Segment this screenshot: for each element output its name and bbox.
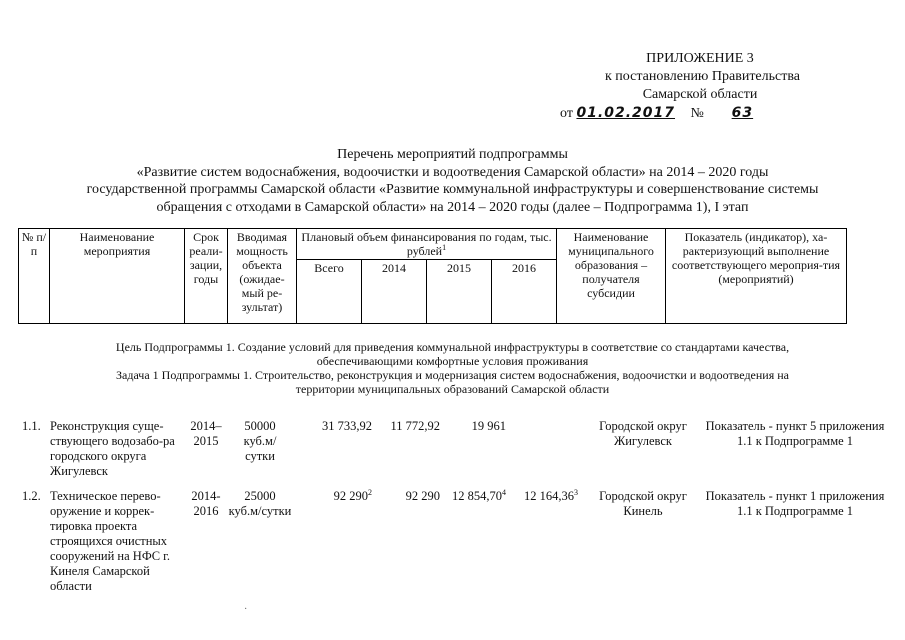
row-total <box>300 489 372 504</box>
row-total: 31 733,92 <box>322 419 372 433</box>
title-line-2: «Развитие систем водоснабжения, водоочистки и водоотведения Самарской области» на 2014 – 2020 годы <box>136 164 769 180</box>
row-total-value: 92 290 <box>333 489 368 503</box>
col-2015: 2015 <box>427 260 492 324</box>
row-term: 2014–2015 <box>190 419 222 448</box>
col-name: Наименование мероприятия <box>50 229 185 324</box>
row-name: Реконструкция суще-ствующего водозабо-ра городского округа Жигулевск <box>50 419 175 478</box>
appendix-region: Самарской области <box>642 87 758 102</box>
row-indicator: Показатель - пункт 5 приложения 1.1 к Подпрограмме 1 <box>705 419 885 448</box>
row-indicator: Показатель - пункт 1 приложения 1.1 к Подпрограмме 1 <box>705 489 885 518</box>
appendix-resolution: к постановлению Правительства <box>604 69 800 84</box>
handwritten-number: 63 <box>731 105 754 121</box>
row-num: 1.2. <box>22 489 41 503</box>
title-line-1: Перечень мероприятий подпрограммы <box>337 147 568 162</box>
footnote-mark: 4 <box>502 487 506 497</box>
footnote-mark: 3 <box>574 487 578 497</box>
row-capacity: 50000 куб.м/ сутки <box>243 419 277 463</box>
financing-footnote: 1 <box>442 243 447 252</box>
row-municipality: Городской округ Жигулевск <box>599 419 687 448</box>
goal-line-2: обеспечивающими комфортные условия проживания <box>316 354 589 368</box>
footnote-mark: 2 <box>368 487 372 497</box>
appendix-block <box>560 50 800 123</box>
col-capacity: Вводимая мощность объекта (ожидае-мый ре-зультат) <box>228 229 297 324</box>
col-municipality: Наименование муниципального образования – получателя субсидии <box>557 229 666 324</box>
task-line-2: территории муниципальных образований Самарской области <box>295 382 610 396</box>
document-title <box>20 146 885 216</box>
col-total: Всего <box>297 260 362 324</box>
financing-label: Плановый объем финансирования по годам, тыс. рублей <box>301 230 552 258</box>
row-municipality: Городской округ Кинель <box>599 489 687 518</box>
col-2016: 2016 <box>492 260 557 324</box>
col-2014: 2014 <box>362 260 427 324</box>
goal-block <box>20 340 885 396</box>
appendix-title: ПРИЛОЖЕНИЕ 3 <box>646 51 754 66</box>
col-term: Срок реали-зации, годы <box>185 229 228 324</box>
title-line-3: государственной программы Самарской области «Развитие коммунальной инфраструктуры и совершенствование системы <box>86 182 819 197</box>
from-label: от <box>560 106 573 121</box>
scan-dot: · <box>244 604 248 615</box>
col-financing <box>297 229 557 260</box>
task-line-1: Задача 1 Подпрограммы 1. Строительство, реконструкция и модернизация систем водоснабжения, водоочистки и водоотведения на <box>116 368 789 382</box>
col-num: № п/п <box>19 229 50 324</box>
row-2014: 11 772,92 <box>390 419 440 433</box>
row-2015-value: 12 854,70 <box>452 489 502 503</box>
row-2015: 19 961 <box>471 419 506 433</box>
row-term: 2014-2016 <box>191 489 221 518</box>
row-2016 <box>512 489 578 504</box>
col-indicator: Показатель (индикатор), ха-рактеризующий выполнение соответствующего мероприя-тия (мероприятий) <box>666 229 847 324</box>
goal-line-1: Цель Подпрограммы 1. Создание условий для приведения коммунальной инфраструктуры в соответствие со стандартами качества, <box>115 340 790 354</box>
number-label: № <box>690 106 704 121</box>
table-header <box>18 228 847 324</box>
row-2015 <box>442 489 506 504</box>
handwritten-date: 01.02.2017 <box>576 105 676 121</box>
row-name: Техническое перево-оружение и коррек-тировка проекта строящихся очистных сооружений на НФС г. Кинеля Самарской области <box>50 489 171 593</box>
row-num: 1.1. <box>22 419 41 433</box>
appendix-date-line <box>560 104 800 123</box>
row-2016-value: 12 164,36 <box>524 489 574 503</box>
row-capacity: 25000 куб.м/сутки <box>228 489 292 518</box>
row-2014: 92 290 <box>405 489 440 503</box>
title-line-4: обращения с отходами в Самарской области» на 2014 – 2020 годы (далее – Подпрограмма 1), I этап <box>156 199 749 215</box>
